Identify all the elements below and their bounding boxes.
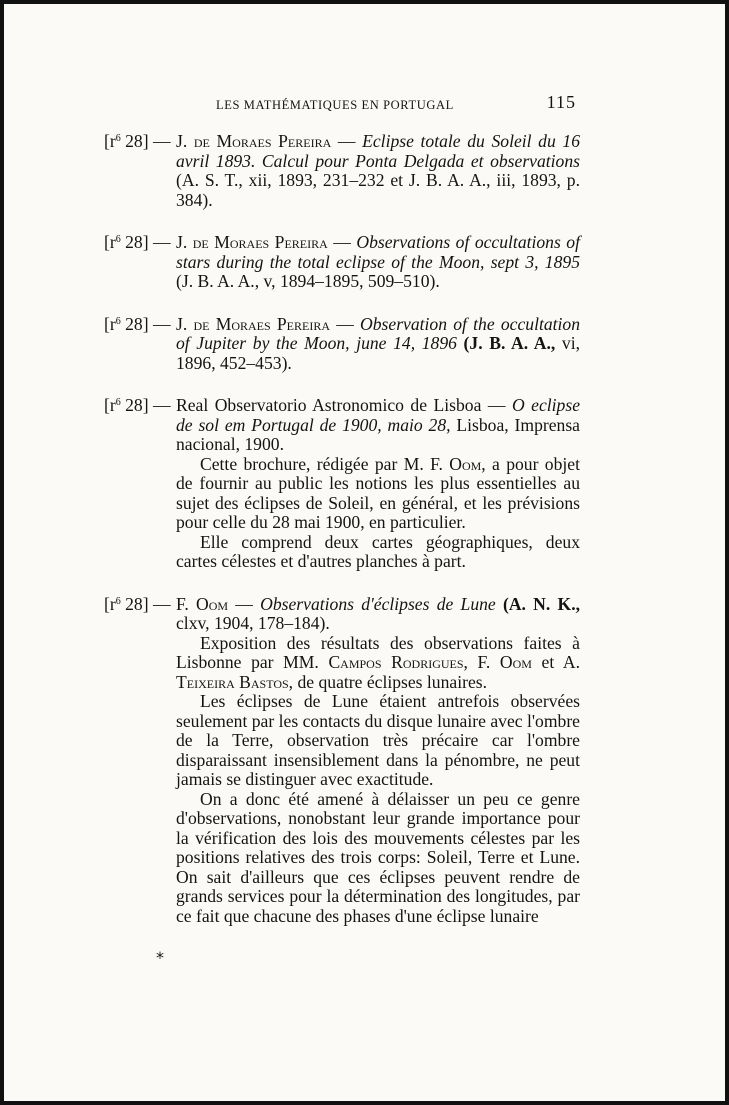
entry-reference: vi, 1896, 452–453).: [176, 333, 580, 373]
entry-reference: Lisboa, Imprensa nacional, 1900.: [176, 414, 580, 454]
entry-tag: [$r^6$ 28] —: [104, 232, 171, 252]
entry-text: F. Oom — Observations d'éclipses de Lune (A. N. K., clxv, 1904, 178–184).: [176, 593, 580, 633]
entry-paragraph: Exposition des résultats des observations faites à Lisbonne par MM. Campos Rodrigues, F. Oom et A. Teixeira Bastos, de quatre éclipses lunaires.: [176, 632, 580, 692]
running-header: [216, 92, 576, 116]
entry-author: J. de Moraes Pereira: [176, 131, 332, 151]
bibliography-entry: [104, 396, 580, 572]
entry-text: [176, 396, 580, 455]
entry-title: O eclipse de sol em Portugal de 1900, maio 28,: [176, 395, 581, 435]
entry-text: J. de Moraes Pereira — Eclipse totale du Soleil du 16 avril 1893. Calcul pour Ponta Delgada et observations (A. S. T., xii, 1893, 231–232 et J. B. A. A., iii, 1893, p. 384).: [176, 131, 580, 210]
entry-reference: clxv, 1904, 178–184).: [176, 613, 330, 633]
entry-reference: (J. B. A. A., v, 1894–1895, 509–510).: [176, 271, 440, 291]
entry-paragraph: Les éclipses de Lune étaient antrefois observées seulement par les contacts du disque lunaire avec l'ombre de la Terre, observation très précaire car l'ombre disparaissant insensiblement dans la pénombre, ne peut jamais se distinguer avec exactitude.: [176, 691, 580, 789]
entry-reference-journal: (A. N. K.,: [495, 593, 580, 614]
entry-text: J. de Moraes Pereira — Observation of the occultation of Jupiter by the Moon, june 14, 1896 (J. B. A. A., vi, 1896, 452–453).: [176, 313, 581, 373]
entry-institution: Real Observatorio Astronomico de Lisboa —: [176, 395, 512, 415]
entry-reference: (A. S. T., xii, 1893, 231–232 et J. B. A. A., iii, 1893, p. 384).: [176, 170, 580, 210]
entry-title: Observations of occultations of stars during the total eclipse of the Moon, sept 3, 1895: [176, 232, 580, 272]
running-title: LES MATHÉMATIQUES EN PORTUGAL: [216, 98, 454, 112]
entry-paragraph: On a donc été amené à délaisser un peu ce genre d'observations, nonobstant leur grande importance pour la vérification des lois des mouvements célestes par les positions relatives des trois corps: Soleil, Terre et Lune. On sait d'ailleurs que ces éclipses peuvent rendre de grands services pour la détermination des longitudes, par ce fait que chacune des phases d'une éclipse lunaire: [176, 788, 580, 926]
entry-tag: [$r^6$ 28] —: [104, 131, 171, 151]
entry-author: J. de Moraes Pereira: [176, 313, 331, 334]
entry-paragraph: Elle comprend deux cartes géographiques, deux cartes célestes et d'autres planches à part.: [176, 531, 580, 571]
bibliography-entry: [104, 315, 580, 374]
page-body: [104, 132, 580, 949]
entry-text: J. de Moraes Pereira — Observations of occultations of stars during the total eclipse of the Moon, sept 3, 1895 (J. B. A. A., v, 1894–1895, 509–510).: [176, 232, 580, 291]
entry-title: Observations d'éclipses de Lune: [260, 593, 496, 614]
entry-tag: [$r^6$ 28] —: [104, 395, 171, 415]
entry-author: F. Oom: [176, 593, 229, 614]
entry-paragraph: Cette brochure, rédigée par M. F. Oom, a pour objet de fournir au public les notions les plus essentielles au sujet des éclipses de Soleil, en général, et les prévisions pour celle du 28 mai 1900, en particulier.: [176, 453, 580, 532]
entry-title: Eclipse totale du Soleil du 16 avril 1893. Calcul pour Ponta Delgada et observations: [176, 131, 580, 171]
entry-reference-journal: (J. B. A. A.,: [456, 333, 556, 353]
entry-title: Observation of the occultation of Jupiter by the Moon, june 14, 1896: [176, 313, 581, 353]
entry-tag: [$r^6$ 28] —: [104, 313, 171, 334]
page-number: 115: [546, 92, 576, 112]
signature-mark: *: [156, 948, 164, 967]
entry-tag: [$r^6$ 28] —: [104, 593, 171, 614]
bibliography-entry: [104, 233, 580, 292]
bibliography-entry: [104, 595, 580, 927]
bibliography-entry: [104, 132, 580, 210]
entry-author: J. de Moraes Pereira: [176, 232, 328, 252]
